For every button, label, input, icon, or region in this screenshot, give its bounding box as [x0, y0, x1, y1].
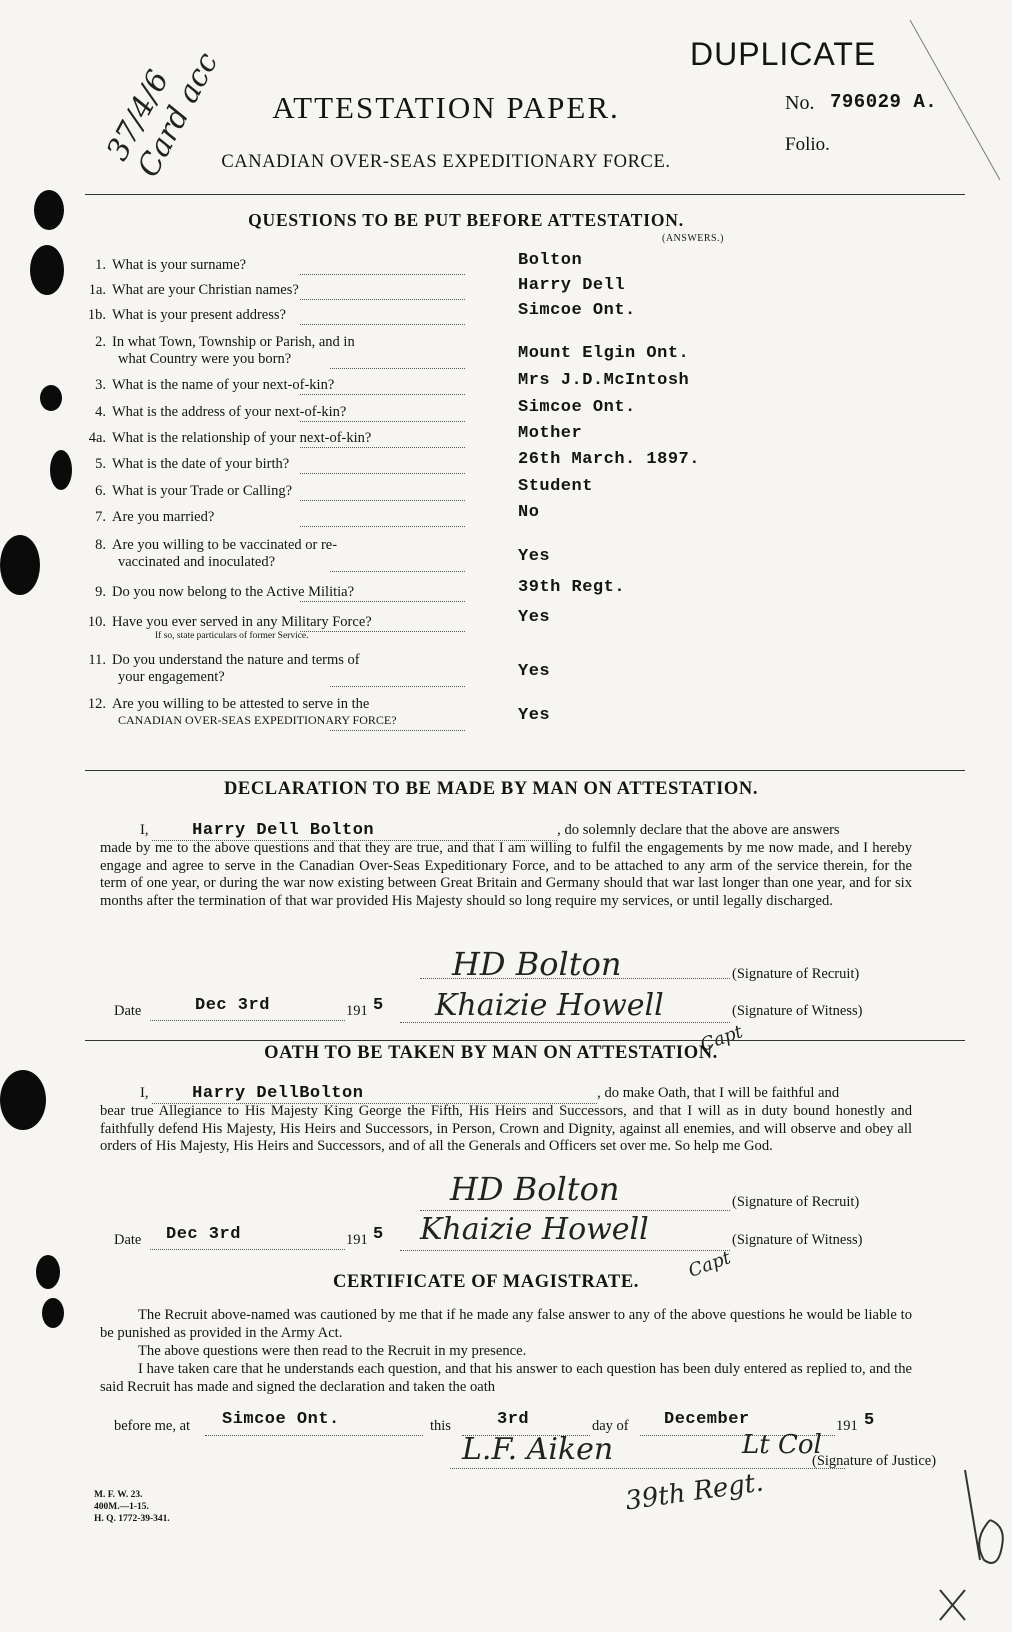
question-label: Do you understand the nature and terms of — [112, 652, 360, 668]
question-label: What is your surname? — [112, 257, 247, 273]
declaration-recruit-sig-line — [420, 978, 730, 979]
justice-title: Lt Col — [742, 1430, 822, 1460]
question-number: 2. — [95, 334, 106, 350]
justice-regiment: 39th Regt. — [623, 1467, 766, 1517]
question-label: What are your Christian names? — [112, 282, 299, 298]
question-label: What is the name of your next-of-kin? — [112, 377, 335, 393]
questions-rule — [85, 770, 965, 771]
question-leader — [300, 324, 465, 325]
page-subtitle: CANADIAN OVER-SEAS EXPEDITIONARY FORCE. — [221, 152, 671, 172]
certificate-year-prefix: 191 — [836, 1418, 858, 1434]
question-number: 8. — [95, 537, 106, 553]
certificate-para-1: The Recruit above-named was cautioned by me that if he made any false answer to any of the above questions he would be liable to be punished as provided in the Army Act. — [100, 1307, 912, 1341]
certificate-day-of-label: day of — [592, 1418, 629, 1434]
declaration-recruit-sig-label: (Signature of Recruit) — [732, 966, 860, 982]
justice-sig-line — [450, 1468, 845, 1469]
question-answer: Bolton — [518, 251, 583, 270]
question-leader — [330, 571, 465, 572]
question-leader — [300, 473, 465, 474]
question-number: 5. — [95, 456, 106, 472]
declaration-witness-sig-label: (Signature of Witness) — [732, 1003, 863, 1019]
declaration-witness-signature: Khaizie Howell — [435, 988, 664, 1023]
question-number: 7. — [95, 509, 106, 525]
certificate-day: 3rd — [497, 1410, 530, 1429]
question-leader — [330, 368, 465, 369]
footer-code-3: H. Q. 1772-39-341. — [94, 1514, 170, 1524]
question-text — [80, 483, 292, 500]
certificate-this-label: this — [430, 1418, 451, 1434]
pencil-stroke — [965, 1470, 1003, 1563]
oath-first-text: , do make Oath, that I will be faithful and — [597, 1085, 840, 1101]
question-text-cont: what Country were you born? — [118, 351, 292, 367]
question-label: What is your Trade or Calling? — [112, 483, 293, 499]
oath-date-line — [150, 1249, 345, 1250]
justice-signature: L.F. Aiken — [462, 1432, 614, 1467]
question-answer: Yes — [518, 547, 551, 566]
oath-year-suffix: 5 — [373, 1225, 384, 1244]
punch-hole — [30, 245, 64, 295]
question-answer: Student — [518, 477, 593, 496]
declaration-name: Harry Dell Bolton — [152, 822, 557, 841]
punch-hole — [50, 450, 72, 490]
question-label: In what Town, Township or Parish, and in — [112, 334, 355, 350]
question-text — [80, 282, 299, 299]
question-text — [80, 456, 289, 473]
question-leader — [300, 394, 465, 395]
question-answer: Yes — [518, 608, 551, 627]
question-number: 6. — [95, 483, 106, 499]
declaration-rule — [85, 1040, 965, 1041]
question-number: 4a. — [88, 430, 106, 446]
question-number: 9. — [95, 584, 106, 600]
duplicate-stamp: DUPLICATE — [690, 36, 877, 72]
question-answer: Yes — [518, 662, 551, 681]
question-text — [80, 257, 246, 274]
question-leader — [330, 730, 465, 731]
question-number: 1a. — [88, 282, 106, 298]
declaration-recruit-signature: HD Bolton — [452, 945, 622, 983]
certificate-place: Simcoe Ont. — [222, 1410, 340, 1429]
page-title: ATTESTATION PAPER. — [272, 90, 620, 125]
declaration-date-label: Date — [114, 1003, 142, 1019]
oath-witness-sig-label: (Signature of Witness) — [732, 1232, 863, 1248]
footer-code-1: M. F. W. 23. — [94, 1490, 143, 1500]
question-leader — [330, 686, 465, 687]
question-answer: Simcoe Ont. — [518, 398, 636, 417]
oath-recruit-sig-line — [420, 1210, 730, 1211]
question-leader — [300, 631, 465, 632]
question-leader — [300, 526, 465, 527]
question-answer: No — [518, 503, 540, 522]
question-label: Have you ever served in any Military Force? — [112, 614, 372, 630]
question-label: Are you willing to be vaccinated or re- — [112, 537, 338, 553]
question-text — [80, 307, 286, 324]
question-text-cont: CANADIAN OVER-SEAS EXPEDITIONARY FORCE? — [118, 713, 397, 727]
margin-note: 37/4/6 Card acc — [100, 46, 226, 183]
oath-recruit-sig-label: (Signature of Recruit) — [732, 1194, 860, 1210]
question-number: 10. — [87, 614, 106, 630]
question-note: If so, state particulars of former Service. — [155, 631, 309, 641]
question-text — [80, 652, 360, 669]
question-answer: 39th Regt. — [518, 578, 626, 597]
question-number: 11. — [88, 652, 106, 668]
question-leader — [300, 299, 465, 300]
pencil-stroke — [940, 1590, 965, 1620]
question-label: Do you now belong to the Active Militia? — [112, 584, 355, 600]
question-label: What is your present address? — [112, 307, 286, 323]
question-number: 4. — [95, 404, 106, 420]
question-answer: Yes — [518, 706, 551, 725]
header-rule — [85, 194, 965, 195]
question-answer: Mount Elgin Ont. — [518, 344, 690, 363]
footer-code-2: 400M.—1-15. — [94, 1502, 149, 1512]
question-label: What is the relationship of your next-of-kin? — [112, 430, 372, 446]
declaration-date-line — [150, 1020, 345, 1021]
declaration-text: made by me to the above questions and that they are true, and that I am willing to fulfil the engagements by me now made, and I hereby engage and agree to serve in the Canadian Over-Seas Expeditionary Force, and to be attached to any arm of the service therein, for the term of one year, or during the war now existing between Great Britain and Germany should that war last longer than one year, and for six months after the termination of that war provided His Majesty should so long require my services, or until legally discharged. — [100, 840, 912, 909]
oath-recruit-signature: HD Bolton — [450, 1170, 620, 1208]
folio-label: Folio. — [785, 134, 830, 155]
question-number: 1. — [95, 257, 106, 273]
oath-witness-sig-line — [400, 1250, 730, 1251]
oath-heading: OATH TO BE TAKEN BY MAN ON ATTESTATION. — [264, 1043, 718, 1063]
question-label: Are you willing to be attested to serve in the — [112, 696, 370, 712]
punch-hole — [40, 385, 62, 411]
declaration-year-prefix: 191 — [346, 1003, 368, 1019]
question-text-cont: your engagement? — [118, 669, 225, 685]
declaration-witness-rank: Capt — [697, 1021, 746, 1056]
questions-heading: QUESTIONS TO BE PUT BEFORE ATTESTATION. — [248, 210, 684, 230]
question-text — [80, 377, 334, 394]
question-leader — [300, 601, 465, 602]
oath-year-prefix: 191 — [346, 1232, 368, 1248]
question-label: What is the address of your next-of-kin? — [112, 404, 347, 420]
certificate-year-suffix: 5 — [864, 1411, 875, 1430]
question-answer: Simcoe Ont. — [518, 301, 636, 320]
declaration-witness-sig-line — [400, 1022, 730, 1023]
oath-date: Dec 3rd — [166, 1225, 241, 1244]
declaration-first-line — [100, 822, 912, 841]
certificate-para-3: I have taken care that he understands each question, and that his answer to each question has been duly entered as replied to, and the said Recruit has made and signed the declaration and taken the oath — [100, 1361, 912, 1395]
punch-hole — [0, 535, 40, 595]
declaration-heading: DECLARATION TO BE MADE BY MAN ON ATTESTATION. — [223, 779, 759, 799]
question-label: What is the date of your birth? — [112, 456, 290, 472]
punch-hole — [42, 1298, 64, 1328]
certificate-month: December — [664, 1410, 750, 1429]
question-text — [80, 404, 346, 421]
question-answer: Mother — [518, 424, 583, 443]
certificate-heading: CERTIFICATE OF MAGISTRATE. — [332, 1272, 640, 1292]
oath-text: bear true Allegiance to His Majesty King George the Fifth, His Heirs and Successors, and that I will as in duty bound honestly and faithfully defend His Majesty, His Heirs and Successors, in Person, Crown and Dignity, against all enemies, and will observe and obey all orders of His Majesty, His Heirs and Successors, and of all the Generals and Officers set over me. So help me God. — [100, 1103, 912, 1154]
certificate-para-2: The above questions were then read to the Recruit in my presence. — [138, 1343, 527, 1359]
oath-witness-signature: Khaizie Howell — [420, 1212, 649, 1247]
certificate-before-label: before me, at — [114, 1418, 191, 1434]
pencil-marks — [880, 0, 1012, 1632]
declaration-lead: I, — [140, 822, 149, 838]
question-answer: 26th March. 1897. — [518, 450, 700, 469]
question-number: 12. — [87, 696, 106, 712]
question-text — [80, 696, 369, 713]
oath-name: Harry DellBolton — [152, 1085, 597, 1104]
oath-lead: I, — [140, 1085, 149, 1101]
question-answer: Mrs J.D.McIntosh — [518, 371, 690, 390]
form-number-value: 796029 A. — [830, 91, 938, 113]
question-text-cont: vaccinated and inoculated? — [118, 554, 276, 570]
pencil-stroke — [910, 20, 1000, 180]
question-text — [80, 509, 214, 526]
question-text — [80, 584, 354, 601]
punch-hole — [0, 1070, 46, 1130]
declaration-first-text: , do solemnly declare that the above are answers — [557, 822, 840, 838]
question-number: 1b. — [87, 307, 106, 323]
answers-label: (ANSWERS.) — [662, 233, 724, 244]
question-leader — [300, 274, 465, 275]
question-text — [80, 430, 371, 447]
question-number: 3. — [95, 377, 106, 393]
question-text — [80, 537, 337, 554]
question-leader — [300, 447, 465, 448]
justice-sig-label: (Signature of Justice) — [812, 1453, 937, 1469]
question-label: Are you married? — [112, 509, 215, 525]
form-number-label: No. — [785, 92, 815, 114]
question-leader — [300, 500, 465, 501]
question-leader — [300, 421, 465, 422]
oath-witness-rank: Capt — [685, 1247, 734, 1282]
declaration-year-suffix: 5 — [373, 996, 384, 1015]
question-text — [80, 614, 372, 631]
oath-first-line — [100, 1085, 912, 1104]
question-text — [80, 334, 355, 351]
certificate-place-line — [205, 1435, 423, 1436]
declaration-date: Dec 3rd — [195, 996, 270, 1015]
question-answer: Harry Dell — [518, 276, 626, 295]
oath-date-label: Date — [114, 1232, 142, 1248]
